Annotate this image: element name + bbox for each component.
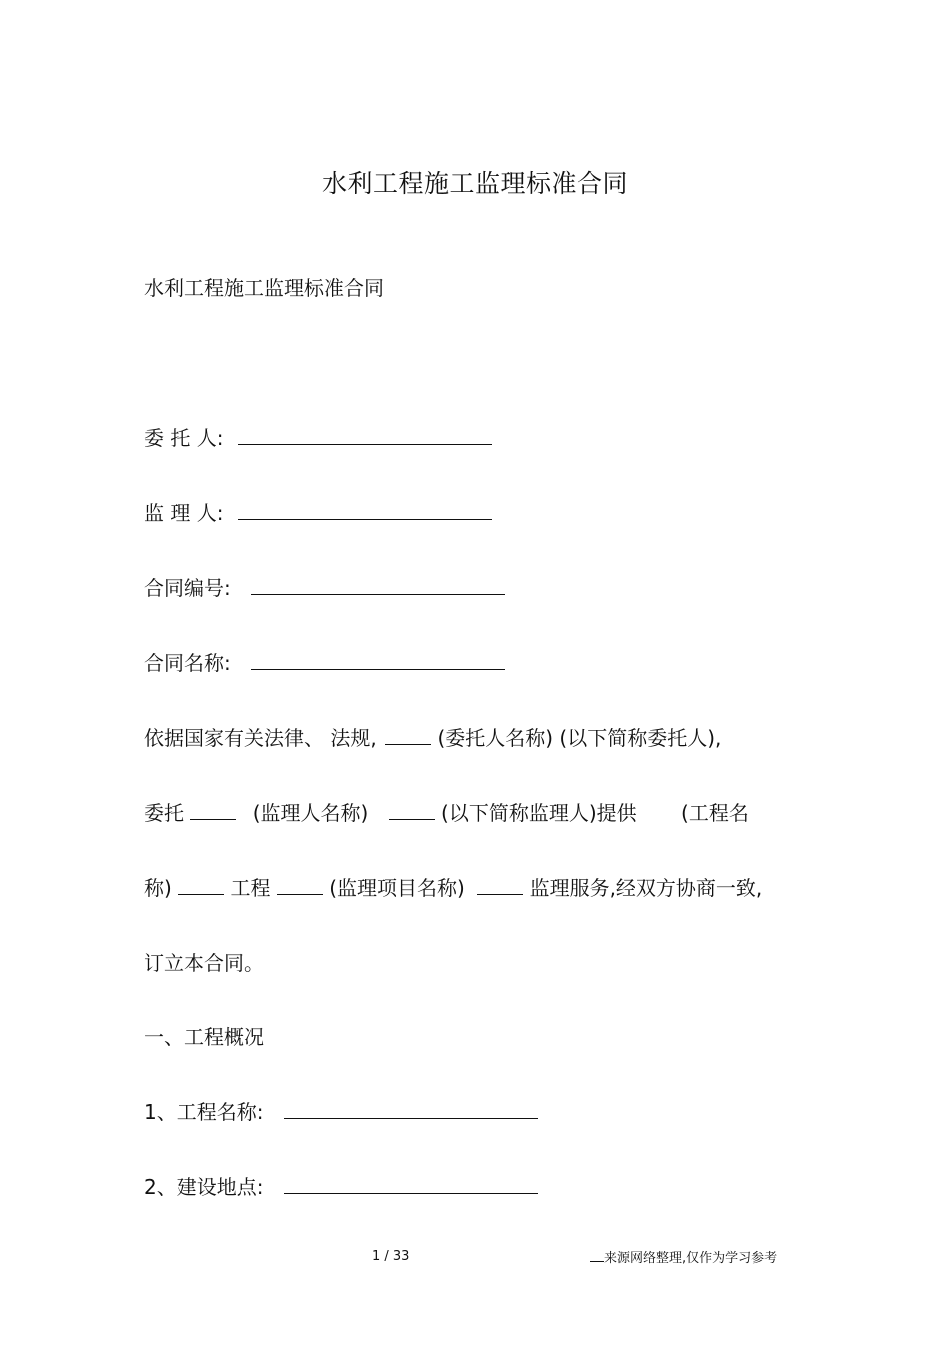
paragraph-line-3-text-a: 称) bbox=[144, 876, 172, 900]
paragraph-line-3 bbox=[144, 874, 762, 902]
paragraph-blank bbox=[385, 724, 431, 745]
paragraph-line-4: 订立本合同。 bbox=[144, 951, 264, 975]
contract-no-blank bbox=[251, 574, 505, 595]
footer-note bbox=[590, 1248, 777, 1268]
page-number: 1 / 33 bbox=[372, 1249, 410, 1264]
construction-site-blank bbox=[284, 1173, 538, 1194]
client-field bbox=[144, 424, 492, 452]
construction-site-label: 2、建设地点: bbox=[144, 1175, 264, 1199]
supervisor-blank bbox=[238, 499, 492, 520]
project-name-label: 1、工程名称: bbox=[144, 1100, 264, 1124]
paragraph-blank bbox=[389, 799, 435, 820]
paragraph-blank bbox=[178, 874, 224, 895]
contract-name-field bbox=[144, 649, 505, 677]
footer-note-text: 来源网络整理,仅作为学习参考 bbox=[604, 1251, 778, 1266]
contract-name-blank bbox=[251, 649, 505, 670]
paragraph-line-3-text-b: 工程 bbox=[230, 876, 271, 900]
project-name-field bbox=[144, 1098, 538, 1126]
supervisor-field bbox=[144, 499, 492, 527]
project-name-blank bbox=[284, 1098, 538, 1119]
paragraph-line-2-text-a: 委托 bbox=[144, 801, 184, 825]
section-1-heading: 一、工程概况 bbox=[144, 1025, 264, 1049]
paragraph-line-2-text-d: (工程名 bbox=[681, 801, 749, 825]
document-subtitle: 水利工程施工监理标准合同 bbox=[144, 276, 384, 300]
construction-site-field bbox=[144, 1173, 538, 1201]
contract-no-label: 合同编号: bbox=[144, 576, 231, 600]
paragraph-line-3-text-d: 监理服务,经双方协商一致, bbox=[529, 876, 763, 900]
paragraph-blank bbox=[277, 874, 323, 895]
paragraph-blank bbox=[477, 874, 523, 895]
paragraph-line-3-text-c: (监理项目名称) bbox=[329, 876, 465, 900]
paragraph-line-2-text-b: (监理人名称) bbox=[252, 801, 369, 825]
paragraph-blank bbox=[190, 799, 236, 820]
paragraph-line-1-text-b: (委托人名称) (以下简称委托人), bbox=[437, 726, 722, 750]
document-title: 水利工程施工监理标准合同 bbox=[321, 169, 628, 198]
paragraph-line-2 bbox=[144, 799, 749, 827]
footer-note-blank bbox=[590, 1248, 604, 1262]
contract-name-label: 合同名称: bbox=[144, 651, 231, 675]
supervisor-label: 监 理 人: bbox=[144, 501, 224, 525]
client-label: 委 托 人: bbox=[144, 426, 224, 450]
paragraph-line-1-text-a: 依据国家有关法律、 法规, bbox=[144, 726, 377, 750]
contract-no-field bbox=[144, 574, 505, 602]
paragraph-line-2-text-c: (以下简称监理人)提供 bbox=[441, 801, 637, 825]
paragraph-line-1 bbox=[144, 724, 721, 752]
client-blank bbox=[238, 424, 492, 445]
